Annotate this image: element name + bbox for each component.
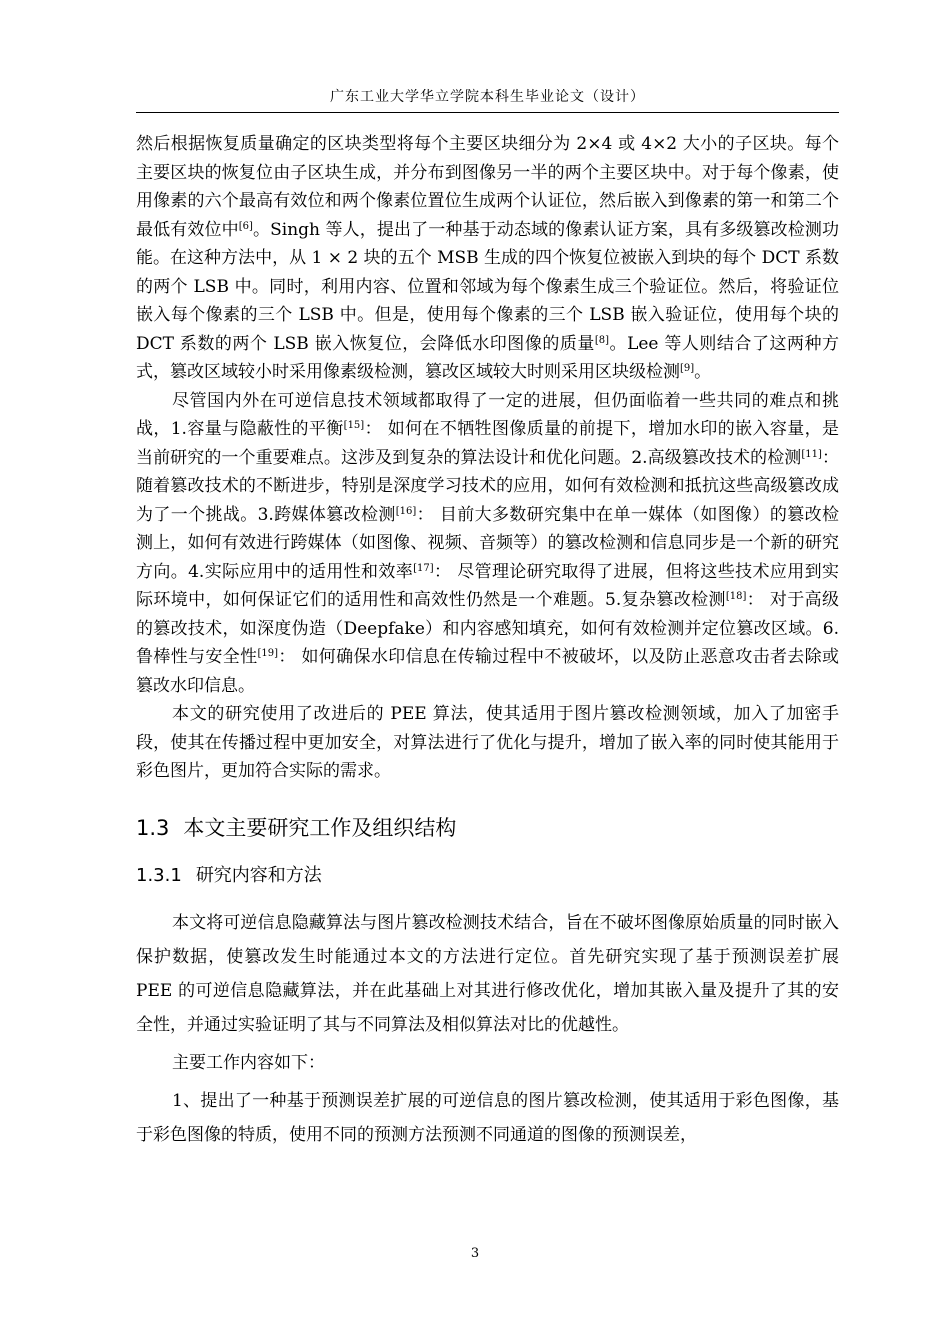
citation: [18] (725, 591, 747, 602)
citation: [9] (680, 363, 695, 374)
paragraph-main-work-intro: 主要工作内容如下： (172, 1052, 325, 1073)
page-footer (0, 1246, 950, 1261)
citation: [8] (594, 334, 610, 346)
paragraph-challenges: 尽管国内外在可逆信息技术领域都取得了一定的进展，但仍面临着一些共同的难点和挑战，1.容量与隐蔽性的平衡[15]： 如何在不牺牲图像质量的前提下，增加水印的嵌入容量，是当前研究的一个重要难点。这涉及到复杂的算法设计和优化问题。2.高级篡改技术的检测[11]： 随着篡改技术的不断进步，特别是深度学习技术的应用，如何有效检测和抵抗这些高级篡改成为了一个挑战。3.跨媒体篡改检测[16]： 目前大多数研究集中在单一媒体（如图像）的篡改检测上，如何有效进行跨媒体（如图像、视频、音频等）的篡改检测和信息同步是一个新的研究方向。4.实际应用中的适用性和效率[17]： 尽管理论研究取得了进展，但将这些技术应用到实际环境中，如何保证它们的适用性和高效性仍然是一个难题。5.复杂篡改检测[18]： 对于高级的篡改技术，如深度伪造（Deepfake）和内容感知填充，如何有效检测并定位篡改区域。6.鲁棒性与安全性[19]： 如何确保水印信息在传输过程中不被破坏，以及防止恶意攻击者去除或篡改水印信息。 (136, 390, 840, 696)
citation: [16] (395, 505, 417, 517)
page-header (136, 86, 839, 113)
paragraph-this-work: 本文的研究使用了改进后的 PEE 算法，使其适用于图片篡改检测领域，加入了加密手段，使其在传播过程中更加安全，对算法进行了优化与提升，增加了嵌入率的同时使其能用于彩色图片，更加符合实际的需求。 (136, 704, 839, 781)
page-number: 3 (470, 1246, 480, 1261)
paragraph-related-work-cont: 然后根据恢复质量确定的区块类型将每个主要区块细分为 2×4 或 4×2 大小的子区块。每个主要区块的恢复位由子区块生成，并分布到图像另一半的两个主要区块中。对于每个像素，使用像素的六个最高有效位和两个像素位置位生成两个认证位，然后嵌入到像素的第一和第二个最低有效位中[6]。Singh 等人，提出了一种基于动态域的像素认证方案，具有多级篡改检测功能。在这种方法中，从 1 × 2 块的五个 MSB 生成的四个恢复位被嵌入到块的每个 DCT 系数的两个 LSB 中。同时，利用内容、位置和邻域为每个像素生成三个验证位。然后，将验证位嵌入每个像素的三个 LSB 中。但是，使用每个像素的三个 LSB 嵌入验证位，使用每个块的 DCT 系数的两个 LSB 嵌入恢复位，会降低水印图像的质量[8]。Lee 等人则结合了这两种方式，篡改区域较小时采用像素级检测，篡改区域较大时则采用区块级检测[9]。 (136, 134, 840, 382)
section-number: 1.3 (136, 815, 170, 840)
citation: [15] (343, 420, 365, 431)
section-title: 本文主要研究工作及组织结构 (183, 815, 457, 840)
subsection-number: 1.3.1 (136, 864, 182, 886)
paragraph-contribution-1: 1、提出了一种基于预测误差扩展的可逆信息的图片篡改检测，使其适用于彩色图像，基于彩色图像的特质，使用不同的预测方法预测不同通道的图像的预测误差， (136, 1090, 839, 1145)
citation: [6] (238, 220, 253, 232)
citation: [19] (257, 648, 278, 659)
paragraph-research-content: 本文将可逆信息隐藏算法与图片篡改检测技术结合，旨在不破坏图像原始质量的同时嵌入保护数据，使篡改发生时能通过本文的方法进行定位。首先研究实现了基于预测误差扩展 PEE 的可逆信息隐藏算法，并在此基础上对其进行修改优化，增加其嵌入量及提升了其的安全性，并通过实验证明了其与不同算法及相似算法对比的优越性。 (136, 912, 839, 1035)
citation: [17] (413, 562, 434, 574)
subsection-title: 研究内容和方法 (195, 864, 322, 886)
subsection-heading-1-3-1 (136, 860, 839, 892)
section-heading-1-3 (136, 810, 839, 846)
page-body (136, 130, 839, 1152)
citation: [11] (801, 448, 822, 460)
header-title: 广东工业大学华立学院本科生毕业论文（设计） (330, 89, 645, 105)
